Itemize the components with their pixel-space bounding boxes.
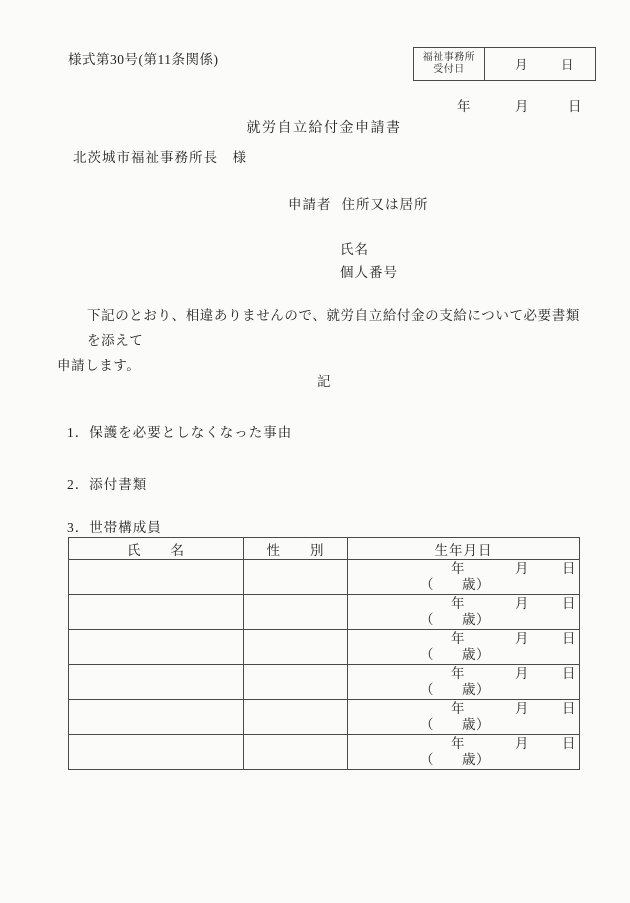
dob-day-label: 日 (562, 701, 576, 716)
age-open-paren: （ (420, 717, 434, 732)
age-open-paren: （ (420, 612, 434, 627)
applicant-label: 申請者 (288, 197, 332, 212)
dob-day-label: 日 (562, 631, 576, 646)
member-dob-cell (348, 630, 580, 665)
reception-stamp-box (413, 47, 596, 81)
date-month-label: 月 (515, 99, 529, 114)
header-dob: 生年月日 (348, 538, 580, 560)
age-label: 歳） (462, 647, 490, 662)
item-3-household-members: 3．世帯構成員 (67, 520, 162, 535)
household-table-row (69, 700, 580, 735)
member-age-line (348, 612, 579, 628)
dob-year-label: 年 (451, 666, 465, 681)
date-day-label: 日 (568, 99, 582, 114)
member-name-cell (69, 735, 244, 770)
member-age-line (348, 752, 579, 768)
age-open-paren: （ (420, 647, 434, 662)
reception-box-label-line1: 福祉事務所 (422, 51, 476, 63)
household-members-table (68, 537, 580, 770)
member-name-cell (69, 630, 244, 665)
member-name-cell (69, 665, 244, 700)
member-age-line (348, 647, 579, 663)
member-dob-date-line (348, 700, 579, 717)
member-dob-cell (348, 560, 580, 595)
age-label: 歳） (462, 717, 490, 732)
body-paragraph-line1: 下記のとおり、相違ありませんので、就労自立給付金の支給について必要書類を添えて (87, 308, 580, 348)
member-gender-cell (244, 700, 348, 735)
member-dob-cell (348, 595, 580, 630)
dob-year-label: 年 (451, 631, 465, 646)
household-table-header-row (69, 538, 580, 560)
body-paragraph (57, 303, 581, 378)
age-open-paren: （ (420, 752, 434, 767)
member-name-cell (69, 595, 244, 630)
member-dob-cell (348, 665, 580, 700)
personal-number-label: 個人番号 (340, 265, 398, 280)
body-paragraph-line2: 申請します。 (57, 358, 141, 373)
item-1-reason: 1．保護を必要としなくなった事由 (67, 425, 293, 440)
dob-day-label: 日 (562, 736, 576, 751)
household-table-row (69, 735, 580, 770)
member-dob-cell (348, 700, 580, 735)
dob-year-label: 年 (451, 596, 465, 611)
dob-day-label: 日 (562, 561, 576, 576)
reception-box-label (414, 48, 485, 81)
age-open-paren: （ (420, 577, 434, 592)
page-title: 就労自立給付金申請書 (246, 121, 402, 136)
date-year-label: 年 (457, 99, 471, 114)
dob-month-label: 月 (515, 561, 529, 576)
dob-month-label: 月 (515, 631, 529, 646)
dob-day-label: 日 (562, 666, 576, 681)
member-dob-cell (348, 735, 580, 770)
header-gender: 性 別 (244, 538, 348, 560)
member-name-cell (69, 700, 244, 735)
member-age-line (348, 682, 579, 698)
household-table-row (69, 560, 580, 595)
dob-month-label: 月 (515, 701, 529, 716)
age-label: 歳） (462, 752, 490, 767)
age-label: 歳） (462, 612, 490, 627)
reception-day-label: 日 (561, 58, 575, 72)
household-table-row (69, 630, 580, 665)
dob-year-label: 年 (451, 701, 465, 716)
age-label: 歳） (462, 682, 490, 697)
member-gender-cell (244, 735, 348, 770)
item-2-attachments: 2．添付書類 (67, 477, 148, 492)
age-open-paren: （ (420, 682, 434, 697)
member-age-line (348, 577, 579, 593)
dob-month-label: 月 (515, 736, 529, 751)
member-dob-date-line (348, 595, 579, 612)
address-label: 住所又は居所 (341, 197, 429, 212)
household-table-body (69, 560, 580, 770)
member-age-line (348, 717, 579, 733)
reception-box-label-line2: 受付日 (433, 64, 465, 75)
household-table-row (69, 665, 580, 700)
addressee-line: 北茨城市福祉事務所長 様 (73, 150, 247, 165)
member-gender-cell (244, 630, 348, 665)
reception-box-row (414, 48, 596, 81)
household-table-row (69, 595, 580, 630)
record-marker: 記 (317, 374, 331, 389)
form-number: 様式第30号(第11条関係) (68, 52, 219, 67)
applicant-name-label: 氏名 (340, 242, 369, 257)
member-gender-cell (244, 665, 348, 700)
member-dob-date-line (348, 630, 579, 647)
reception-month-label: 月 (515, 58, 529, 72)
member-dob-date-line (348, 560, 579, 577)
applicant-line (288, 193, 429, 213)
header-name: 氏 名 (69, 538, 244, 560)
member-dob-date-line (348, 735, 579, 752)
dob-year-label: 年 (451, 736, 465, 751)
member-name-cell (69, 560, 244, 595)
member-dob-date-line (348, 665, 579, 682)
member-gender-cell (244, 560, 348, 595)
member-gender-cell (244, 595, 348, 630)
dob-year-label: 年 (451, 561, 465, 576)
age-label: 歳） (462, 577, 490, 592)
reception-date-cell (485, 48, 596, 81)
dob-month-label: 月 (515, 666, 529, 681)
dob-month-label: 月 (515, 596, 529, 611)
application-date-line (0, 95, 630, 113)
dob-day-label: 日 (562, 596, 576, 611)
